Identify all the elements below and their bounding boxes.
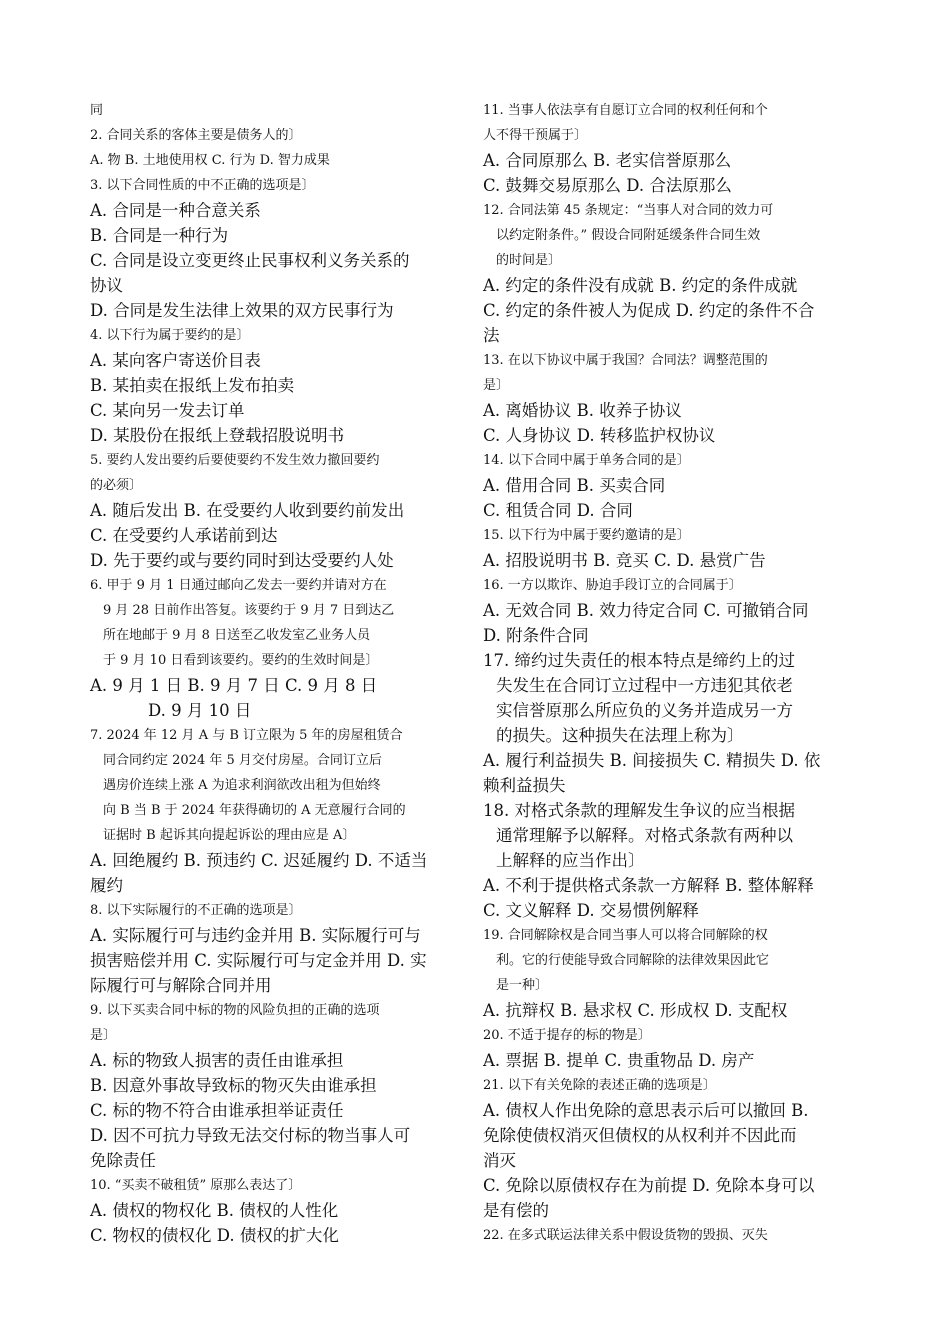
text-line: 人不得干预属于〕: [483, 128, 588, 143]
text-line: D. 9 月 10 日: [148, 701, 252, 720]
text-line: C. 某向另一发去订单: [90, 401, 245, 420]
text-line: 失发生在合同订立过程中一方违犯其依老: [496, 676, 793, 695]
text-line: 是〕: [90, 1028, 117, 1043]
text-line: 15. 以下行为中属于要约邀请的是〕: [483, 528, 690, 543]
text-line: 4. 以下行为属于要约的是〕: [90, 328, 250, 343]
text-line: A. 债权的物权化 B. 债权的人性化: [90, 1201, 339, 1220]
text-line: A. 合同是一种合意关系: [90, 201, 261, 220]
text-line: A. 债权人作出免除的意思表示后可以撤回 B.: [483, 1101, 809, 1120]
text-line: A. 9 月 1 日 B. 9 月 7 日 C. 9 月 8 日: [90, 676, 378, 695]
text-line: 同合同约定 2024 年 5 月交付房屋。合同订立后: [103, 753, 382, 768]
text-line: 12. 合同法第 45 条规定：“当事人对合同的效力可: [483, 203, 774, 218]
text-line: A. 实际履行可与违约金并用 B. 实际履行可与: [90, 926, 421, 945]
text-line: 6. 甲于 9 月 1 日通过邮向乙发去一要约并请对方在: [90, 578, 387, 593]
text-line: D. 因不可抗力导致无法交付标的物当事人可: [90, 1126, 411, 1145]
text-line: 协议: [90, 276, 123, 295]
text-line: 实信誉原那么所应负的义务并造成另一方: [496, 701, 793, 720]
text-line: 免除使债权消灭但债权的从权利并不因此而: [483, 1126, 797, 1145]
text-line: 5. 要约人发出要约后要使要约不发生效力撤回要约: [90, 453, 380, 468]
text-line: 履约: [90, 876, 123, 895]
text-line: D. 附条件合同: [483, 626, 589, 645]
text-line: 消灭: [483, 1151, 516, 1170]
text-line: C. 在受要约人承诺前到达: [90, 526, 278, 545]
text-line: C. 租赁合同 D. 合同: [483, 501, 633, 520]
text-line: 18. 对格式条款的理解发生争议的应当根据: [483, 801, 795, 820]
text-line: 利。它的行使能导致合同解除的法律效果因此它: [496, 953, 770, 968]
text-line: C. 约定的条件被人为促成 D. 约定的条件不合: [483, 301, 815, 320]
text-line: 免除责任: [90, 1151, 156, 1170]
text-line: D. 某股份在报纸上登载招股说明书: [90, 426, 345, 445]
text-line: C. 免除以原债权存在为前提 D. 免除本身可以: [483, 1176, 815, 1195]
text-line: 11. 当事人依法享有自愿订立合同的权利任何和个: [483, 103, 768, 118]
text-line: 16. 一方以欺诈、胁迫手段订立的合同属于〕: [483, 578, 742, 593]
text-line: 2. 合同关系的客体主要是债务人的〕: [90, 128, 302, 143]
text-line: 所在地邮于 9 月 8 日送至乙收发室乙业务人员: [103, 628, 371, 643]
text-line: 10. “买卖不破租赁” 原那么表达了〕: [90, 1178, 302, 1193]
text-line: 7. 2024 年 12 月 A 与 B 订立限为 5 年的房屋租赁合: [90, 728, 403, 743]
text-line: 21. 以下有关免除的表述正确的选项是〕: [483, 1078, 716, 1093]
text-line: A. 标的物致人损害的责任由谁承担: [90, 1051, 344, 1070]
text-line: 14. 以下合同中属于单务合同的是〕: [483, 453, 690, 468]
text-line: 的损失。这种损失在法理上称为〕: [496, 726, 744, 745]
text-line: 际履行可与解除合同并用: [90, 976, 272, 995]
text-line: 的必须〕: [90, 478, 143, 493]
text-line: 3. 以下合同性质的中不正确的选项是〕: [90, 178, 315, 193]
text-line: 19. 合同解除权是合同当事人可以将合同解除的权: [483, 928, 768, 943]
text-line: A. 约定的条件没有成就 B. 约定的条件成就: [483, 276, 798, 295]
text-line: B. 合同是一种行为: [90, 226, 229, 245]
text-line: B. 因意外事故导致标的物灭失由谁承担: [90, 1076, 377, 1095]
text-line: 是一种〕: [496, 978, 549, 993]
text-line: 17. 缔约过失责任的根本特点是缔约上的过: [483, 651, 795, 670]
text-line: A. 无效合同 B. 效力待定合同 C. 可撤销合同: [483, 601, 809, 620]
text-line: 以约定附条件。” 假设合同附延缓条件合同生效: [496, 228, 761, 243]
text-line: 通常理解予以解释。对格式条款有两种以: [496, 826, 793, 845]
text-line: 同: [90, 103, 104, 118]
text-line: 9 月 28 日前作出答复。该要约于 9 月 7 日到达乙: [103, 603, 395, 618]
text-line: A. 票据 B. 提单 C. 贵重物品 D. 房产: [483, 1051, 755, 1070]
text-line: 8. 以下实际履行的不正确的选项是〕: [90, 903, 302, 918]
text-line: C. 物权的债权化 D. 债权的扩大化: [90, 1226, 339, 1245]
text-line: A. 不利于提供格式条款一方解释 B. 整体解释: [483, 876, 814, 895]
text-line: 上解释的应当作出〕: [496, 851, 645, 870]
text-line: B. 某拍卖在报纸上发布拍卖: [90, 376, 295, 395]
text-line: A. 某向客户寄送价目表: [90, 351, 261, 370]
text-line: 9. 以下买卖合同中标的物的风险负担的正确的选项: [90, 1003, 380, 1018]
text-line: A. 随后发出 B. 在受要约人收到要约前发出: [90, 501, 405, 520]
right-text-column: [483, 98, 865, 1248]
text-line: A. 回绝履约 B. 预违约 C. 迟延履约 D. 不适当: [90, 851, 428, 870]
text-line: A. 履行利益损失 B. 间接损失 C. 精损失 D. 依: [483, 751, 821, 770]
text-line: D. 合同是发生法律上效果的双方民事行为: [90, 301, 394, 320]
text-line: A. 物 B. 土地使用权 C. 行为 D. 智力成果: [90, 153, 330, 168]
text-line: 13. 在以下协议中属于我国？合同法？调整范围的: [483, 353, 768, 368]
text-line: 证据时 B 起诉其向提起诉讼的理由应是 A〕: [103, 828, 356, 843]
text-line: 赖利益损失: [483, 776, 566, 795]
text-line: A. 抗辩权 B. 悬求权 C. 形成权 D. 支配权: [483, 1001, 788, 1020]
text-line: 遇房价连续上涨 A 为追求利润欲改出租为但始终: [103, 778, 381, 793]
left-text-column: [90, 98, 470, 1248]
text-line: C. 合同是设立变更终止民事权利义务关系的: [90, 251, 410, 270]
text-line: 20. 不适于提存的标的物是〕: [483, 1028, 651, 1043]
text-line: 22. 在多式联运法律关系中假设货物的毁损、灭失: [483, 1228, 768, 1243]
text-line: C. 文义解释 D. 交易惯例解释: [483, 901, 699, 920]
text-line: 向 B 当 B 于 2024 年获得确切的 A 无意履行合同的: [103, 803, 406, 818]
text-line: 于 9 月 10 日看到该要约。要约的生效时间是〕: [103, 653, 379, 668]
text-line: 是有偿的: [483, 1201, 549, 1220]
text-line: C. 鼓舞交易原那么 D. 合法原那么: [483, 176, 732, 195]
text-line: 法: [483, 326, 500, 345]
text-line: A. 合同原那么 B. 老实信誉原那么: [483, 151, 732, 170]
text-line: 损害赔偿并用 C. 实际履行可与定金并用 D. 实: [90, 951, 427, 970]
text-line: D. 先于要约或与要约同时到达受要约人处: [90, 551, 394, 570]
text-line: A. 借用合同 B. 买卖合同: [483, 476, 666, 495]
text-line: 是〕: [483, 378, 510, 393]
text-line: A. 离婚协议 B. 收养子协议: [483, 401, 682, 420]
text-line: C. 人身协议 D. 转移监护权协议: [483, 426, 716, 445]
text-line: 的时间是〕: [496, 253, 562, 268]
text-line: C. 标的物不符合由谁承担举证责任: [90, 1101, 344, 1120]
text-line: A. 招股说明书 B. 竞买 C. D. 悬赏广告: [483, 551, 766, 570]
